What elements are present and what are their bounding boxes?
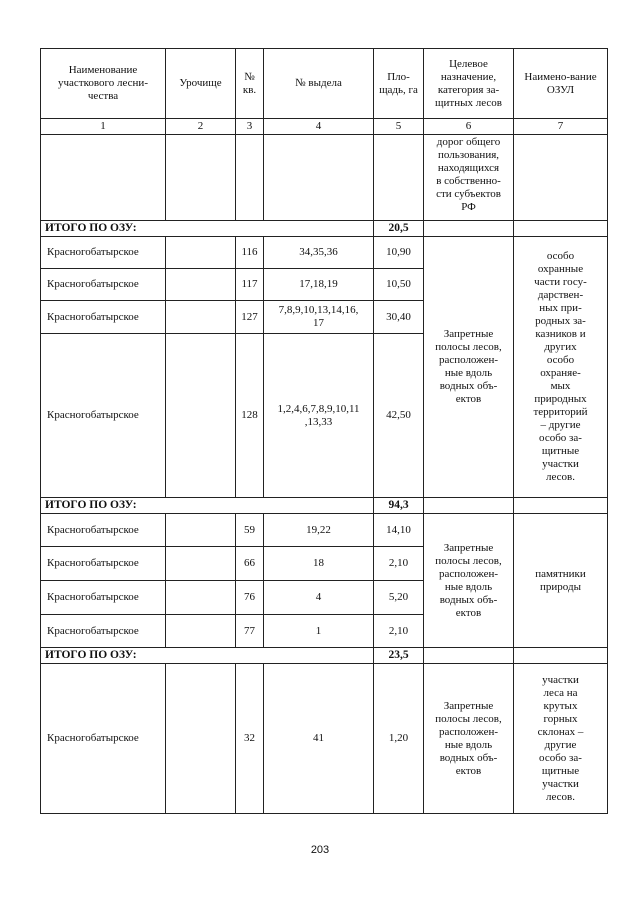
column-number: 6 [424, 119, 514, 135]
header-row [41, 49, 608, 119]
total-label: ИТОГО ПО ОЗУ: [41, 498, 374, 514]
column-number: 3 [236, 119, 264, 135]
urochishche [166, 334, 236, 498]
area-value: 2,10 [374, 547, 424, 581]
total-value: 94,3 [374, 498, 424, 514]
kvartal-number: 32 [236, 664, 264, 814]
header-cell: Урочище [166, 49, 236, 119]
vydel-numbers: 1 [264, 615, 374, 648]
kvartal-number: 127 [236, 301, 264, 334]
vydel-numbers: 19,22 [264, 514, 374, 547]
forestry-name: Красногобатырское [41, 237, 166, 269]
header-cell: Наимено-вание ОЗУЛ [514, 49, 608, 119]
urochishche [166, 301, 236, 334]
area-value: 30,40 [374, 301, 424, 334]
total-row [41, 648, 608, 664]
ozul-cell: участки леса на крутых горных склонах – другие особо за- щитные участки лесов. [514, 664, 608, 814]
vydel-numbers: 34,35,36 [264, 237, 374, 269]
vydel-numbers: 7,8,9,10,13,14,16, 17 [264, 301, 374, 334]
continuation-row [41, 135, 608, 221]
header-cell: № выдела [264, 49, 374, 119]
vydel-numbers: 4 [264, 581, 374, 615]
column-number: 7 [514, 119, 608, 135]
vydel-numbers: 1,2,4,6,7,8,9,10,11 ,13,33 [264, 334, 374, 498]
header-cell: № кв. [236, 49, 264, 119]
kvartal-number: 76 [236, 581, 264, 615]
area-value: 2,10 [374, 615, 424, 648]
total-value: 20,5 [374, 221, 424, 237]
kvartal-number: 117 [236, 269, 264, 301]
header-cell: Наименование участкового лесни-чества [41, 49, 166, 119]
urochishche [166, 615, 236, 648]
area-value: 10,50 [374, 269, 424, 301]
area-value: 1,20 [374, 664, 424, 814]
kvartal-number: 77 [236, 615, 264, 648]
total-value: 23,5 [374, 648, 424, 664]
urochishche [166, 237, 236, 269]
total-label: ИТОГО ПО ОЗУ: [41, 221, 374, 237]
kvartal-number: 128 [236, 334, 264, 498]
area-value: 14,10 [374, 514, 424, 547]
purpose-cell: Запретные полосы лесов, расположен- ные вдоль водных объ- ектов [424, 514, 514, 648]
forest-protection-table [40, 48, 608, 814]
urochishche [166, 581, 236, 615]
area-value: 5,20 [374, 581, 424, 615]
ozul-cell: памятники природы [514, 514, 608, 648]
total-row [41, 498, 608, 514]
forestry-name: Красногобатырское [41, 334, 166, 498]
forestry-name: Красногобатырское [41, 547, 166, 581]
ozul-cell: особо охранные части госу- дарствен- ных при- родных за- казников и других особо охраняе- мых природных территорий – другие особо за- щитные участки лесов. [514, 237, 608, 498]
forestry-name: Красногобатырское [41, 581, 166, 615]
total-row [41, 221, 608, 237]
forestry-name: Красногобатырское [41, 301, 166, 334]
header-cell: Пло-щадь, га [374, 49, 424, 119]
page-number: 203 [310, 844, 330, 856]
table-row [41, 237, 608, 269]
urochishche [166, 514, 236, 547]
header-cell: Целевое назначение, категория за-щитных лесов [424, 49, 514, 119]
area-value: 10,90 [374, 237, 424, 269]
table-row [41, 514, 608, 547]
vydel-numbers: 18 [264, 547, 374, 581]
forestry-name: Красногобатырское [41, 664, 166, 814]
area-value: 42,50 [374, 334, 424, 498]
purpose-cell: Запретные полосы лесов, расположен- ные вдоль водных объ- ектов [424, 664, 514, 814]
forestry-name: Красногобатырское [41, 269, 166, 301]
purpose-cell: Запретные полосы лесов, расположен- ные вдоль водных объ- ектов [424, 237, 514, 498]
column-number: 5 [374, 119, 424, 135]
urochishche [166, 664, 236, 814]
vydel-numbers: 17,18,19 [264, 269, 374, 301]
vydel-numbers: 41 [264, 664, 374, 814]
urochishche [166, 269, 236, 301]
purpose-cell: дорог общего пользования, находящихся в собственно- сти субъектов РФ [424, 135, 514, 221]
kvartal-number: 59 [236, 514, 264, 547]
column-number: 4 [264, 119, 374, 135]
kvartal-number: 66 [236, 547, 264, 581]
forestry-name: Красногобатырское [41, 514, 166, 547]
total-label: ИТОГО ПО ОЗУ: [41, 648, 374, 664]
forestry-name: Красногобатырское [41, 615, 166, 648]
urochishche [166, 547, 236, 581]
column-number-row [41, 119, 608, 135]
column-number: 2 [166, 119, 236, 135]
kvartal-number: 116 [236, 237, 264, 269]
table-row [41, 664, 608, 814]
column-number: 1 [41, 119, 166, 135]
